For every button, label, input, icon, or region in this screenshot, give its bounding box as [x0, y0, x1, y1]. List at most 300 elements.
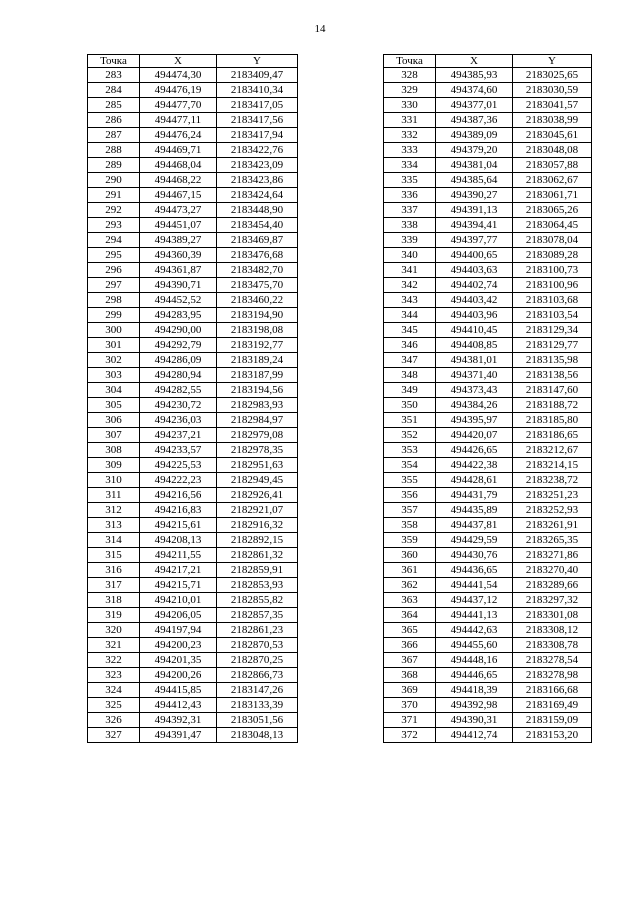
cell-point: 287 [88, 128, 140, 143]
cell-y: 2183192,77 [217, 338, 298, 353]
cell-y: 2183194,90 [217, 308, 298, 323]
cell-x: 494428,61 [436, 473, 513, 488]
cell-y: 2182916,32 [217, 518, 298, 533]
cell-x: 494403,63 [436, 263, 513, 278]
cell-y: 2183045,61 [513, 128, 592, 143]
cell-x: 494408,85 [436, 338, 513, 353]
cell-y: 2183278,54 [513, 653, 592, 668]
cell-point: 300 [88, 323, 140, 338]
cell-y: 2183061,71 [513, 188, 592, 203]
cell-y: 2183278,98 [513, 668, 592, 683]
table-row [88, 653, 298, 668]
cell-point: 322 [88, 653, 140, 668]
cell-x: 494392,31 [140, 713, 217, 728]
cell-point: 319 [88, 608, 140, 623]
cell-y: 2182866,73 [217, 668, 298, 683]
cell-y: 2183198,08 [217, 323, 298, 338]
cell-y: 2183100,73 [513, 263, 592, 278]
cell-x: 494390,27 [436, 188, 513, 203]
cell-point: 309 [88, 458, 140, 473]
table-row [384, 143, 592, 158]
cell-point: 353 [384, 443, 436, 458]
table-row [384, 368, 592, 383]
cell-x: 494373,43 [436, 383, 513, 398]
table-row [384, 503, 592, 518]
cell-point: 370 [384, 698, 436, 713]
cell-y: 2183289,66 [513, 578, 592, 593]
cell-y: 2183062,67 [513, 173, 592, 188]
cell-x: 494392,98 [436, 698, 513, 713]
cell-x: 494197,94 [140, 623, 217, 638]
cell-x: 494385,64 [436, 173, 513, 188]
cell-point: 337 [384, 203, 436, 218]
cell-y: 2183064,45 [513, 218, 592, 233]
cell-x: 494437,81 [436, 518, 513, 533]
cell-point: 372 [384, 728, 436, 743]
cell-point: 285 [88, 98, 140, 113]
cell-point: 346 [384, 338, 436, 353]
cell-y: 2183153,20 [513, 728, 592, 743]
cell-y: 2182857,35 [217, 608, 298, 623]
table-row [88, 338, 298, 353]
cell-point: 297 [88, 278, 140, 293]
cell-point: 350 [384, 398, 436, 413]
cell-x: 494208,13 [140, 533, 217, 548]
cell-x: 494402,74 [436, 278, 513, 293]
table-header-row [384, 55, 592, 68]
cell-point: 290 [88, 173, 140, 188]
table-row [88, 668, 298, 683]
cell-x: 494381,04 [436, 158, 513, 173]
cell-x: 494391,13 [436, 203, 513, 218]
cell-x: 494290,00 [140, 323, 217, 338]
header-point: Точка [384, 55, 436, 68]
cell-x: 494455,60 [436, 638, 513, 653]
cell-x: 494410,45 [436, 323, 513, 338]
cell-point: 343 [384, 293, 436, 308]
table-row [384, 188, 592, 203]
cell-point: 296 [88, 263, 140, 278]
cell-x: 494206,05 [140, 608, 217, 623]
cell-x: 494400,65 [436, 248, 513, 263]
cell-x: 494430,76 [436, 548, 513, 563]
table-row [384, 488, 592, 503]
table-row [384, 638, 592, 653]
cell-x: 494403,42 [436, 293, 513, 308]
cell-y: 2183417,56 [217, 113, 298, 128]
cell-x: 494415,85 [140, 683, 217, 698]
cell-y: 2182921,07 [217, 503, 298, 518]
cell-y: 2183159,09 [513, 713, 592, 728]
cell-point: 361 [384, 563, 436, 578]
cell-y: 2182853,93 [217, 578, 298, 593]
cell-y: 2182979,08 [217, 428, 298, 443]
cell-y: 2182870,53 [217, 638, 298, 653]
cell-x: 494292,79 [140, 338, 217, 353]
cell-point: 336 [384, 188, 436, 203]
cell-x: 494280,94 [140, 368, 217, 383]
cell-x: 494216,56 [140, 488, 217, 503]
cell-point: 302 [88, 353, 140, 368]
cell-y: 2183089,28 [513, 248, 592, 263]
cell-y: 2183422,76 [217, 143, 298, 158]
table-row [384, 173, 592, 188]
cell-y: 2183057,88 [513, 158, 592, 173]
cell-x: 494384,26 [436, 398, 513, 413]
cell-x: 494403,96 [436, 308, 513, 323]
cell-y: 2183265,35 [513, 533, 592, 548]
cell-x: 494282,55 [140, 383, 217, 398]
cell-point: 333 [384, 143, 436, 158]
cell-y: 2183041,57 [513, 98, 592, 113]
cell-x: 494211,55 [140, 548, 217, 563]
cell-x: 494201,35 [140, 653, 217, 668]
cell-y: 2183475,70 [217, 278, 298, 293]
cell-x: 494467,15 [140, 188, 217, 203]
header-point: Точка [88, 55, 140, 68]
table-row [88, 593, 298, 608]
cell-point: 324 [88, 683, 140, 698]
cell-point: 304 [88, 383, 140, 398]
table-row [88, 413, 298, 428]
table-row [384, 353, 592, 368]
table-row [384, 263, 592, 278]
cell-point: 327 [88, 728, 140, 743]
cell-y: 2183138,56 [513, 368, 592, 383]
table-row [384, 713, 592, 728]
cell-y: 2182870,25 [217, 653, 298, 668]
table-row [88, 383, 298, 398]
cell-x: 494468,04 [140, 158, 217, 173]
table-row [88, 683, 298, 698]
cell-x: 494441,54 [436, 578, 513, 593]
table-row [384, 728, 592, 743]
table-row [88, 368, 298, 383]
cell-point: 288 [88, 143, 140, 158]
cell-point: 328 [384, 68, 436, 83]
table-row [88, 323, 298, 338]
table-row [88, 443, 298, 458]
cell-x: 494426,65 [436, 443, 513, 458]
cell-x: 494210,01 [140, 593, 217, 608]
cell-point: 305 [88, 398, 140, 413]
table-row [88, 458, 298, 473]
cell-point: 335 [384, 173, 436, 188]
table-row [384, 653, 592, 668]
cell-point: 364 [384, 608, 436, 623]
table-row [384, 683, 592, 698]
cell-point: 357 [384, 503, 436, 518]
cell-x: 494418,39 [436, 683, 513, 698]
cell-x: 494387,36 [436, 113, 513, 128]
cell-y: 2183417,05 [217, 98, 298, 113]
cell-x: 494437,12 [436, 593, 513, 608]
cell-y: 2183409,47 [217, 68, 298, 83]
table-row [88, 308, 298, 323]
cell-point: 355 [384, 473, 436, 488]
cell-point: 286 [88, 113, 140, 128]
table-row [88, 233, 298, 248]
cell-point: 299 [88, 308, 140, 323]
cell-y: 2183135,98 [513, 353, 592, 368]
cell-x: 494477,11 [140, 113, 217, 128]
table-row [88, 128, 298, 143]
cell-point: 351 [384, 413, 436, 428]
table-body-left [88, 68, 298, 743]
cell-x: 494200,26 [140, 668, 217, 683]
cell-point: 342 [384, 278, 436, 293]
table-row [88, 533, 298, 548]
cell-y: 2183129,34 [513, 323, 592, 338]
table-row [88, 428, 298, 443]
cell-point: 323 [88, 668, 140, 683]
cell-y: 2183048,13 [217, 728, 298, 743]
table-row [384, 128, 592, 143]
table-row [88, 188, 298, 203]
table-row [384, 428, 592, 443]
table-row [384, 533, 592, 548]
cell-point: 313 [88, 518, 140, 533]
table-row [384, 203, 592, 218]
cell-x: 494200,23 [140, 638, 217, 653]
cell-point: 308 [88, 443, 140, 458]
table-row [88, 218, 298, 233]
table-row [384, 113, 592, 128]
table-row [88, 203, 298, 218]
cell-point: 321 [88, 638, 140, 653]
cell-point: 301 [88, 338, 140, 353]
cell-y: 2183212,67 [513, 443, 592, 458]
table-row [384, 293, 592, 308]
cell-y: 2182861,32 [217, 548, 298, 563]
page-number: 14 [314, 23, 326, 35]
cell-y: 2183238,72 [513, 473, 592, 488]
coordinates-table-left [87, 54, 298, 743]
cell-x: 494476,19 [140, 83, 217, 98]
coordinates-table-right [383, 54, 592, 743]
cell-y: 2183189,24 [217, 353, 298, 368]
cell-x: 494422,38 [436, 458, 513, 473]
cell-point: 347 [384, 353, 436, 368]
table-row [88, 173, 298, 188]
cell-y: 2182855,82 [217, 593, 298, 608]
cell-y: 2183147,60 [513, 383, 592, 398]
cell-y: 2182861,23 [217, 623, 298, 638]
table-row [88, 113, 298, 128]
cell-y: 2183476,68 [217, 248, 298, 263]
cell-x: 494477,70 [140, 98, 217, 113]
cell-x: 494394,41 [436, 218, 513, 233]
table-row [384, 413, 592, 428]
cell-point: 292 [88, 203, 140, 218]
table-row [384, 608, 592, 623]
cell-y: 2182949,45 [217, 473, 298, 488]
cell-y: 2183166,68 [513, 683, 592, 698]
cell-point: 365 [384, 623, 436, 638]
cell-point: 348 [384, 368, 436, 383]
table-row [88, 473, 298, 488]
cell-y: 2183448,90 [217, 203, 298, 218]
cell-y: 2182978,35 [217, 443, 298, 458]
cell-y: 2182926,41 [217, 488, 298, 503]
table-row [88, 518, 298, 533]
cell-y: 2183482,70 [217, 263, 298, 278]
table-row [88, 263, 298, 278]
cell-point: 362 [384, 578, 436, 593]
cell-point: 306 [88, 413, 140, 428]
cell-y: 2183078,04 [513, 233, 592, 248]
cell-x: 494412,74 [436, 728, 513, 743]
cell-point: 368 [384, 668, 436, 683]
cell-point: 329 [384, 83, 436, 98]
table-row [88, 548, 298, 563]
cell-y: 2183308,78 [513, 638, 592, 653]
cell-y: 2183187,99 [217, 368, 298, 383]
cell-x: 494286,09 [140, 353, 217, 368]
cell-point: 284 [88, 83, 140, 98]
table-row [384, 623, 592, 638]
cell-point: 338 [384, 218, 436, 233]
table-row [384, 308, 592, 323]
cell-x: 494436,65 [436, 563, 513, 578]
table-row [384, 578, 592, 593]
cell-y: 2182859,91 [217, 563, 298, 578]
table-row [384, 338, 592, 353]
table-row [384, 323, 592, 338]
cell-x: 494374,60 [436, 83, 513, 98]
table-row [88, 713, 298, 728]
cell-x: 494431,79 [436, 488, 513, 503]
table-row [384, 233, 592, 248]
table-row [384, 83, 592, 98]
cell-y: 2183169,49 [513, 698, 592, 713]
header-x: X [140, 55, 217, 68]
cell-y: 2183186,65 [513, 428, 592, 443]
cell-x: 494397,77 [436, 233, 513, 248]
cell-point: 311 [88, 488, 140, 503]
cell-x: 494237,21 [140, 428, 217, 443]
cell-x: 494474,30 [140, 68, 217, 83]
cell-point: 316 [88, 563, 140, 578]
cell-point: 289 [88, 158, 140, 173]
cell-x: 494429,59 [436, 533, 513, 548]
cell-x: 494381,01 [436, 353, 513, 368]
table-row [384, 248, 592, 263]
header-x: X [436, 55, 513, 68]
table-row [88, 68, 298, 83]
table-row [88, 143, 298, 158]
cell-y: 2183252,93 [513, 503, 592, 518]
table-row [88, 278, 298, 293]
cell-point: 371 [384, 713, 436, 728]
cell-point: 332 [384, 128, 436, 143]
table-body-right [384, 68, 592, 743]
cell-y: 2183194,56 [217, 383, 298, 398]
cell-y: 2183048,08 [513, 143, 592, 158]
cell-x: 494233,57 [140, 443, 217, 458]
cell-point: 334 [384, 158, 436, 173]
table-row [88, 578, 298, 593]
cell-y: 2183051,56 [217, 713, 298, 728]
cell-y: 2183103,68 [513, 293, 592, 308]
cell-x: 494473,27 [140, 203, 217, 218]
cell-point: 294 [88, 233, 140, 248]
cell-y: 2182892,15 [217, 533, 298, 548]
cell-x: 494441,13 [436, 608, 513, 623]
cell-point: 291 [88, 188, 140, 203]
table-row [88, 728, 298, 743]
table-row [88, 623, 298, 638]
table-row [384, 548, 592, 563]
table-row [384, 698, 592, 713]
cell-x: 494469,71 [140, 143, 217, 158]
cell-point: 360 [384, 548, 436, 563]
table-row [384, 98, 592, 113]
table-row [384, 518, 592, 533]
header-y: Y [217, 55, 298, 68]
cell-point: 366 [384, 638, 436, 653]
cell-point: 344 [384, 308, 436, 323]
cell-y: 2183025,65 [513, 68, 592, 83]
table-row [384, 68, 592, 83]
cell-x: 494222,23 [140, 473, 217, 488]
table-row [384, 563, 592, 578]
cell-point: 293 [88, 218, 140, 233]
cell-x: 494420,07 [436, 428, 513, 443]
table-row [384, 158, 592, 173]
cell-y: 2183147,26 [217, 683, 298, 698]
table-row [88, 563, 298, 578]
table-row [88, 248, 298, 263]
cell-y: 2182951,63 [217, 458, 298, 473]
cell-y: 2183214,15 [513, 458, 592, 473]
cell-point: 326 [88, 713, 140, 728]
cell-point: 367 [384, 653, 436, 668]
table-row [384, 443, 592, 458]
cell-y: 2183417,94 [217, 128, 298, 143]
table-row [384, 458, 592, 473]
cell-point: 339 [384, 233, 436, 248]
cell-x: 494442,63 [436, 623, 513, 638]
cell-point: 310 [88, 473, 140, 488]
cell-x: 494360,39 [140, 248, 217, 263]
cell-x: 494225,53 [140, 458, 217, 473]
cell-point: 358 [384, 518, 436, 533]
table-row [88, 98, 298, 113]
cell-point: 315 [88, 548, 140, 563]
cell-point: 325 [88, 698, 140, 713]
cell-y: 2182983,93 [217, 398, 298, 413]
cell-point: 307 [88, 428, 140, 443]
cell-x: 494361,87 [140, 263, 217, 278]
table-row [88, 698, 298, 713]
cell-y: 2183133,39 [217, 698, 298, 713]
cell-x: 494395,97 [436, 413, 513, 428]
cell-y: 2183454,40 [217, 218, 298, 233]
cell-y: 2183424,64 [217, 188, 298, 203]
table-row [88, 293, 298, 308]
cell-y: 2183129,77 [513, 338, 592, 353]
cell-x: 494371,40 [436, 368, 513, 383]
table-row [88, 638, 298, 653]
cell-y: 2182984,97 [217, 413, 298, 428]
cell-x: 494390,31 [436, 713, 513, 728]
table-row [88, 608, 298, 623]
cell-y: 2183103,54 [513, 308, 592, 323]
cell-x: 494215,61 [140, 518, 217, 533]
cell-y: 2183460,22 [217, 293, 298, 308]
cell-point: 341 [384, 263, 436, 278]
